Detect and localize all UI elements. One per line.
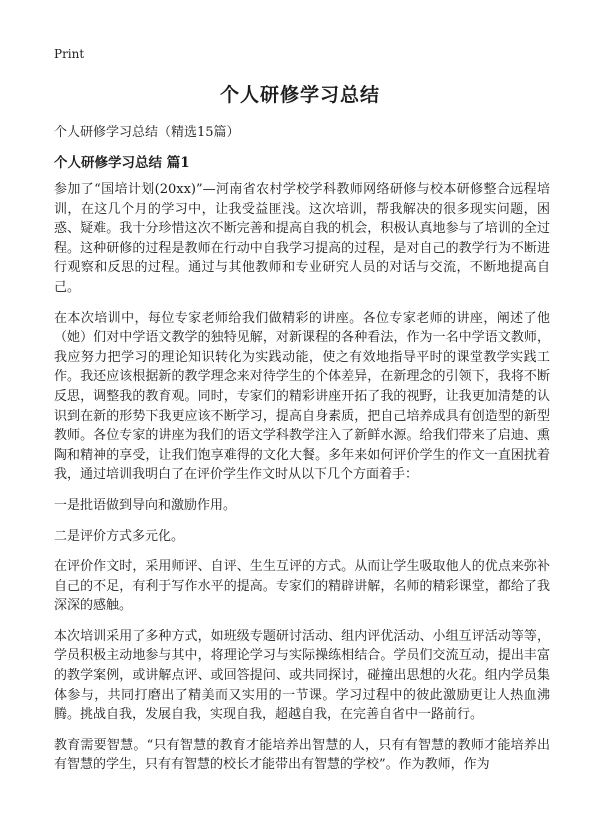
paragraph: 二是评价方式多元化。 [54,528,185,544]
paragraph: 一是批语做到导向和激励作用。 [54,497,237,513]
paragraph: 本次培训采用了多种方式，如班级专题研讨活动、组内评优活动、小组互评活动等等，学员积极主动地参与其中，将理论学习与实际操练相结合。学员们交流互动，提出丰富的教学案例，或讲解点评、或回答提问、或共同探讨，碰撞出思想的火花。组内学员集体参与，共同打磨出了精美而又实用的一节课。学习过程中的彼此激励更让人热血沸腾。挑战自我，发展自我，实现自我，超越自我，在完善自省中一路前行。 [54,628,550,723]
paragraph: 在本次培训中，每位专家老师给我们做精彩的讲座。各位专家老师的讲座，阐述了他（她）们对中学语文教学的独特见解，对新课程的各种看法，作为一名中学语文教师，我应努力把学习的理论知识转化为实践动能，使之有效地指导平时的课堂教学实践工作。我还应该根据新的教学理念来对待学生的个体差异，在新理念的引领下，我将不断反思，调整我的教育观。同时，专家们的精彩讲座开拓了我的视野，让我更加清楚的认识到在新的形势下我更应该不断学习，提高自身素质，把自己培养成具有创造型的新型教师。各位专家的讲座为我们的语文学科教学注入了新鲜水源。给我们带来了启迪、熏陶和精神的享受，让我们饱享难得的文化大餐。多年来如何评价学生的作文一直困扰着我，通过培训我明白了在评价学生作文时从以下几个方面着手： [54,310,550,483]
paragraph: 参加了“国培计划(20xx)”—河南省农村学校学科教师网络研修与校本研修整合远程培训，在这几个月的学习中，让我受益匪浅。这次培训，帮我解决的很多现实问题，困惑、疑难。我十分珍惜这次不断完善和提高自我的机会，积极认真地参与了培训的全过程。这种研修的过程是教师在行动中自我学习提高的过程，是对自己的教学行为不断进行观察和反思的过程。通过与其他教师和专业研究人员的对话与交流，不断地提高自己。 [54,182,550,295]
paragraph: 教育需要智慧。“只有智慧的教育才能培养出智慧的人，只有有智慧的教师才能培养出有智慧的学生，只有有智慧的校长才能带出有智慧的学校”。作为教师，作为 [54,737,550,773]
document-subtitle: 个人研修学习总结（精选15篇） [54,125,240,140]
document-title: 个人研修学习总结 [219,84,380,106]
print-link[interactable]: Print [54,47,85,61]
article-body [54,180,550,775]
paragraph: 在评价作文时，采用师评、自评、生生互评的方式。从而让学生吸取他人的优点来弥补自己的不足，有利于写作水平的提高。专家们的精辟讲解，名师的精彩课堂，都给了我深深的感触。 [54,559,550,614]
section-heading: 个人研修学习总结 篇1 [54,155,190,171]
